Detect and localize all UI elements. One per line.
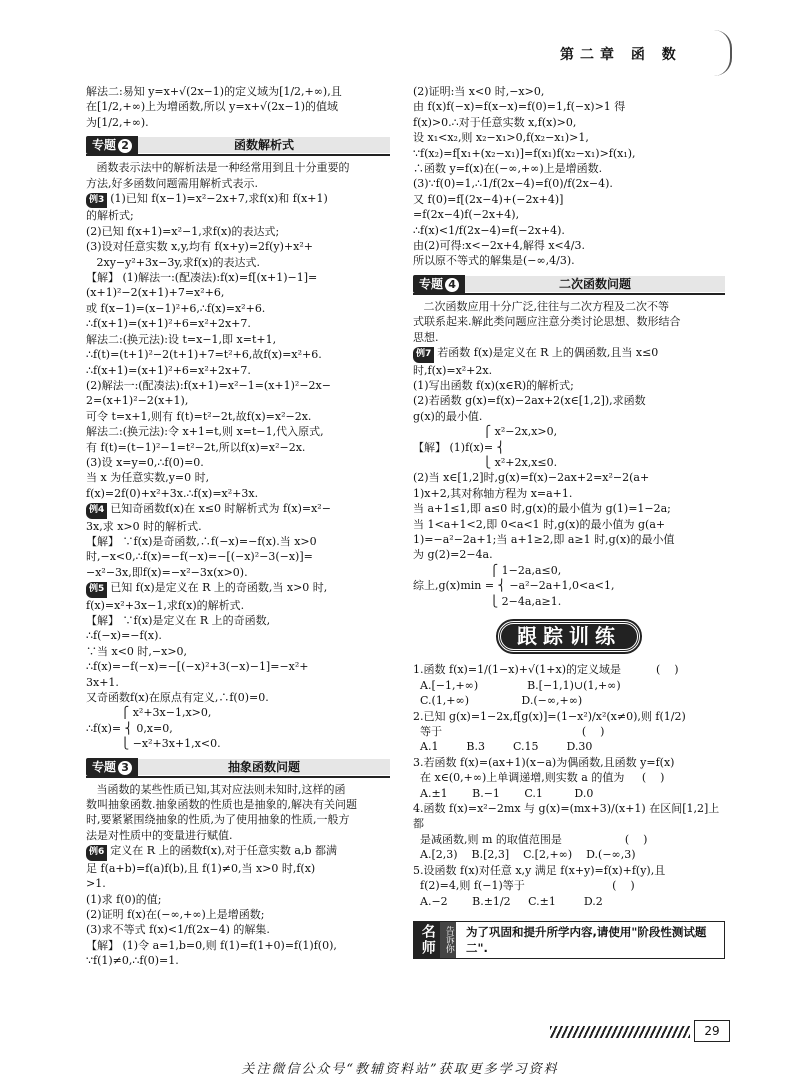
text-line: 又 f(0)=f[(2x−4)+(−2x+4)] — [413, 192, 564, 206]
text-line: 解法二:易知 y=x+√(2x−1)的定义域为[1/2,+∞),且 — [86, 85, 342, 98]
text-line: ∵f(x₂)=f[x₁+(x₂−x₁)]=f(x₁)f(x₂−x₁)>f(x₁), — [413, 146, 636, 160]
text-line: ∴f(x+1)=(x+1)²+6=x²+2x+7. — [86, 317, 251, 331]
chapter-header: 第二章 函 数 — [560, 47, 682, 63]
text-line: 【解】 (1)解法一:(配凑法):f(x)=f[(x+1)−1]= — [86, 271, 318, 285]
question-line: 在 x∈(0,+∞)上单调递增,则实数 a 的值为 ( ) — [413, 771, 665, 785]
text-line: 解法二:(换元法):令 x+1=t,则 x=t−1,代入原式, — [86, 425, 324, 439]
example-tag: 例5 — [86, 582, 107, 597]
question-line: 3.若函数 f(x)=(ax+1)(x−a)为偶函数,且函数 y=f(x) — [413, 755, 675, 769]
topic-label: 专题 3 — [86, 758, 138, 776]
question-line: 4.函数 f(x)=x²−2mx 与 g(x)=(mx+3)/(x+1) 在区间[1,2]上都 — [413, 802, 720, 831]
topic-3-header — [86, 758, 390, 778]
text-line: ∴f(x)= ⎨ 0,x=0, — [86, 721, 173, 735]
text-line: 由(2)可得:x<−2x+4,解得 x<4/3. — [413, 239, 585, 253]
example-tag: 例4 — [86, 503, 107, 518]
text-line: (2)已知 f(x+1)=x²−1,求f(x)的表达式; — [86, 224, 280, 238]
text-line: (3)设 x=y=0,∴f(0)=0. — [86, 455, 204, 469]
note-badge: 名师 — [414, 922, 440, 958]
example-6: 例6 定义在 R 上的函数f(x),对于任意实数 a,b 都满 — [86, 843, 390, 860]
text-line: ⎩ −x²+3x+1,x<0. — [86, 737, 221, 751]
text-line: f(x)=2f(0)+x²+3x.∴f(x)=x²+3x. — [86, 486, 259, 500]
text-line: 思想. — [413, 330, 439, 344]
topic-number: 4 — [445, 278, 459, 292]
text-line: 1)x+2,其对称轴方程为 x=a+1. — [413, 486, 573, 500]
text-line: 2=(x+1)²−2(x+1), — [86, 394, 189, 408]
text-line: 1)=−a²−2a+1;当 a+1≥2,即 a≥1 时,g(x)的最小值 — [413, 532, 675, 546]
text-line: ∵当 x<0 时,−x>0, — [86, 644, 188, 658]
text-line: 综上,g(x)min = ⎨ −a²−2a+1,0<a<1, — [413, 579, 615, 593]
topic-label: 专题 2 — [86, 136, 138, 154]
text-line: 【解】 ∵f(x)是奇函数,∴f(−x)=−f(x).当 x>0 — [86, 534, 317, 548]
text-line: 【解】 (1)f(x)= ⎨ — [413, 440, 505, 454]
text-line: 由 f(x)f(−x)=f(x−x)=f(0)=1,f(−x)>1 得 — [413, 100, 626, 114]
topic-4-header — [413, 275, 725, 295]
text-line: 足 f(a+b)=f(a)f(b),且 f(1)≠0,当 x>0 时,f(x) — [86, 861, 316, 875]
example-4: 例4 已知奇函数f(x)在 x≤0 时解析式为 f(x)=x²− — [86, 501, 390, 518]
text-line: 有 f(t)=(t−1)²−1=t²−2t,所以f(x)=x²−2x. — [86, 440, 306, 454]
text-line: 又奇函数f(x)在原点有定义,∴f(0)=0. — [86, 691, 269, 705]
text-line: 在[1/2,+∞)上为增函数,所以 y=x+√(2x−1)的值域 — [86, 100, 339, 114]
question-line: 是减函数,则 m 的取值范围是 ( ) — [413, 832, 648, 846]
text-line: 方法,好多函数问题需用解析式表示. — [86, 176, 258, 190]
text-line: g(x)的最小值. — [413, 409, 483, 423]
example-tag: 例6 — [86, 845, 107, 860]
example-tag: 例7 — [413, 347, 434, 362]
teacher-note — [413, 921, 725, 959]
question-line: A.[2,3) B.[2,3] C.[2,+∞) D.(−∞,3) — [413, 848, 636, 862]
training-banner — [413, 621, 725, 652]
text-line: 当 1<a+1<2,即 0<a<1 时,g(x)的最小值为 g(a+ — [413, 517, 666, 531]
text-line: 【解】 (1)令 a=1,b=0,则 f(1)=f(1+0)=f(1)f(0), — [86, 938, 337, 952]
text-line: (2)证明:当 x<0 时,−x>0, — [413, 85, 545, 98]
text-line: (x+1)²−2(x+1)+7=x²+6, — [86, 286, 225, 300]
text-line: 解法二:(换元法):设 t=x−1,即 x=t+1, — [86, 332, 277, 346]
text-line: 数叫抽象函数.抽象函数的性质也是抽象的,解决有关问题 — [86, 798, 357, 812]
text-line: ⎧ 1−2a,a≤0, — [413, 563, 562, 577]
text-line: (2)证明 f(x)在(−∞,+∞)上是增函数; — [86, 907, 265, 921]
question-line: A.1 B.3 C.15 D.30 — [413, 740, 593, 754]
text-line: (1)求 f(0)的值; — [86, 892, 162, 906]
topic-label: 专题 4 — [413, 275, 465, 293]
question-line: A.−2 B.±1/2 C.±1 D.2 — [413, 894, 603, 908]
example-tag: 例3 — [86, 193, 107, 208]
text-line: ∴f(x)<1/f(2x−4)=f(−2x+4). — [413, 223, 565, 237]
text-line: ∵f(1)≠0,∴f(0)=1. — [86, 954, 179, 968]
text-line: 为 g(2)=2−4a. — [413, 548, 493, 562]
text-line: 法是对性质中的变量进行赋值. — [86, 828, 233, 842]
text-line: 二次函数应用十分广泛,往往与二次方程及二次不等 — [413, 299, 669, 313]
text-line: ∴f(x+1)=(x+1)²+6=x²+2x+7. — [86, 363, 251, 377]
text-line: 3x,求 x>0 时的解析式. — [86, 519, 202, 533]
text-line: ∴函数 y=f(x)在(−∞,+∞)上是增函数. — [413, 162, 603, 176]
example-5: 例5 已知 f(x)是定义在 R 上的奇函数,当 x>0 时, — [86, 580, 390, 597]
text-line: 式联系起来.解此类问题应注意分类讨论思想、数形结合 — [413, 315, 681, 329]
page-number: 29 — [694, 1020, 730, 1042]
example-3: 例3 (1)已知 f(x−1)=x²−2x+7,求f(x)和 f(x+1) — [86, 191, 390, 208]
text-line: 时,要紧紧围绕抽象的性质,为了使用抽象的性质,一般方 — [86, 813, 350, 827]
text-line: =f(2x−4)f(−2x+4), — [413, 208, 520, 222]
text-line: ⎧ x²+3x−1,x>0, — [86, 706, 212, 720]
question-line: 等于 ( ) — [413, 725, 605, 739]
question-line: A.[−1,+∞) B.[−1,1)∪(1,+∞) — [413, 678, 621, 692]
text-line: 时,−x<0,∴f(x)=−f(−x)=−[(−x)²−3(−x)]= — [86, 550, 313, 564]
text-line: (3)∵f(0)=1,∴1/f(2x−4)=f(0)/f(2x−4). — [413, 177, 613, 191]
text-line: 3x+1. — [86, 675, 119, 689]
text-line: 2xy−y²+3x−3y,求f(x)的表达式. — [86, 255, 260, 269]
topic-title: 抽象函数问题 — [138, 759, 390, 775]
text-line: −x²−3x,即f(x)=−x²−3x(x>0). — [86, 565, 248, 579]
question-line: C.(1,+∞) D.(−∞,+∞) — [413, 694, 583, 708]
text-line: ∴f(x)=−f(−x)=−[(−x)²+3(−x)−1]=−x²+ — [86, 660, 309, 674]
text-line: 函数表示法中的解析法是一种经常用到且十分重要的 — [86, 161, 350, 175]
text-line: (3)求不等式 f(x)<1/f(2x−4) 的解集. — [86, 923, 270, 937]
question-line: 5.设函数 f(x)对任意 x,y 满足 f(x+y)=f(x)+f(y),且 — [413, 863, 666, 877]
text-line: f(x)>0.∴对于任意实数 x,f(x)>0, — [413, 115, 577, 129]
topic-title: 函数解析式 — [138, 137, 390, 153]
text-line: (2)若函数 g(x)=f(x)−2ax+2(x∈[1,2]),求函数 — [413, 394, 646, 408]
topic-number: 3 — [118, 761, 132, 775]
question-line: 1.函数 f(x)=1/(1−x)+√(1+x)的定义域是 ( ) — [413, 663, 679, 677]
topic-title: 二次函数问题 — [465, 276, 725, 292]
text-line: 所以原不等式的解集是(−∞,4/3). — [413, 254, 575, 268]
question-line: f(2)=4,则 f(−1)等于 ( ) — [413, 879, 635, 893]
text-line: >1. — [86, 877, 106, 891]
question-line: A.±1 B.−1 C.1 D.0 — [413, 786, 594, 800]
text-line: 为[1/2,+∞). — [86, 115, 149, 129]
text-line: ⎩ 2−4a,a≥1. — [413, 594, 562, 608]
intro-solution — [86, 84, 390, 130]
text-line: (3)设对任意实数 x,y,均有 f(x+y)=2f(y)+x²+ — [86, 240, 313, 254]
text-line: 时,f(x)=x²+2x. — [413, 363, 493, 377]
text-line: 当 a+1≤1,即 a≤0 时,g(x)的最小值为 g(1)=1−2a; — [413, 502, 671, 516]
text-line: (2)当 x∈[1,2]时,g(x)=f(x)−2ax+2=x²−2(a+ — [413, 471, 650, 485]
note-badge-sub: 告诉你 — [440, 922, 456, 958]
example-7: 例7 若函数 f(x)是定义在 R 上的偶函数,且当 x≤0 — [413, 345, 725, 362]
text-line: ∴f(t)=(t+1)²−2(t+1)+7=t²+6,故f(x)=x²+6. — [86, 348, 322, 362]
text-line: (1)写出函数 f(x)(x∈R)的解析式; — [413, 378, 574, 392]
question-line: 2.已知 g(x)=1−2x,f[g(x)]=(1−x²)/x²(x≠0),则 f(1/2) — [413, 709, 686, 723]
text-line: (2)解法一:(配凑法):f(x+1)=x²−1=(x+1)²−2x− — [86, 378, 331, 392]
text-line: 【解】 ∵f(x)是定义在 R 上的奇函数, — [86, 614, 271, 627]
topic-2-header — [86, 136, 390, 156]
right-column — [413, 84, 725, 959]
text-line: 可令 t=x+1,则有 f(t)=t²−2t,故f(x)=x²−2x. — [86, 409, 312, 423]
text-line: 或 f(x−1)=(x−1)²+6,∴f(x)=x²+6. — [86, 301, 266, 315]
text-line: 当 x 为任意实数,y=0 时, — [86, 471, 210, 485]
text-line: f(x)=x²+3x−1,求f(x)的解析式. — [86, 598, 245, 612]
text-line: ∴f(−x)=−f(x). — [86, 629, 162, 643]
left-column — [86, 84, 390, 969]
page-decoration-bar — [550, 1026, 690, 1038]
training-title: 跟踪训练 — [498, 621, 640, 652]
text-line: 设 x₁<x₂,则 x₂−x₁>0,f(x₂−x₁)>1, — [413, 131, 589, 145]
footer-note: 关注微信公众号“教辅资料站”获取更多学习资料 — [241, 1062, 559, 1077]
text-line: ⎩ x²+2x,x≤0. — [413, 455, 558, 469]
note-text: 为了巩固和提升所学内容,请使用"阶段性测试题二". — [466, 924, 707, 955]
topic-number: 2 — [118, 139, 132, 153]
text-line: 当函数的某些性质已知,其对应法则未知时,这样的函 — [86, 782, 346, 796]
text-line: 的解析式; — [86, 209, 134, 223]
text-line: ⎧ x²−2x,x>0, — [413, 425, 558, 439]
